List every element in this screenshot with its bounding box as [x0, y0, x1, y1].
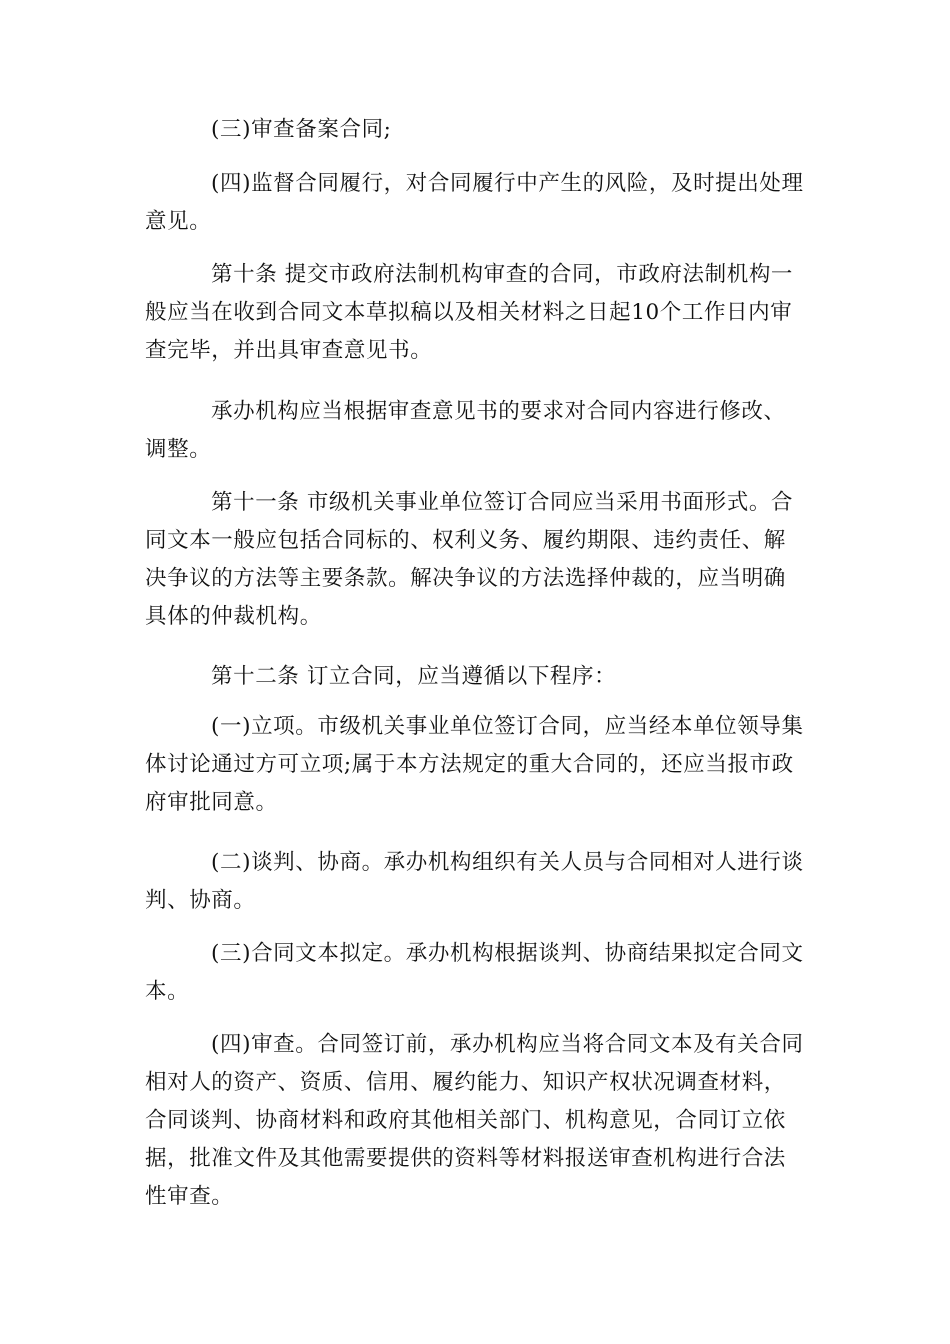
- paragraph-supervise-performance: (四)监督合同履行，对合同履行中产生的风险，及时提出处理意见。: [145, 171, 804, 234]
- paragraph-article-11: 第十一条 市级机关事业单位签订合同应当采用书面形式。合同文本一般应包括合同标的、权利义务、履约期限、违约责任、解决争议的方法等主要条款。解决争议的方法选择仲裁的，应当明确具体的仲裁机构。: [145, 490, 794, 629]
- paragraph-step-negotiation: (二)谈判、协商。承办机构组织有关人员与合同相对人进行谈判、协商。: [145, 850, 804, 913]
- paragraph-revise-contract: 承办机构应当根据审查意见书的要求对合同内容进行修改、调整。: [145, 399, 786, 462]
- paragraph-step-project: (一)立项。市级机关事业单位签订合同，应当经本单位领导集体讨论通过方可立项;属于本方法规定的重大合同的，还应当报市政府审批同意。: [145, 714, 804, 815]
- paragraph-step-review: (四)审查。合同签订前，承办机构应当将合同文本及有关合同相对人的资产、资质、信用、履约能力、知识产权状况调查材料，合同谈判、协商材料和政府其他相关部门、机构意见，合同订立依据，批准文件及其他需要提供的资料等材料报送审查机构进行合法性审查。: [145, 1032, 804, 1209]
- paragraph-article-12: 第十二条 订立合同，应当遵循以下程序：: [211, 664, 617, 689]
- paragraph-article-10: 第十条 提交市政府法制机构审查的合同，市政府法制机构一般应当在收到合同文本草拟稿以及相关材料之日起10个工作日内审查完毕，并出具审查意见书。: [145, 262, 794, 363]
- paragraph-step-drafting: (三)合同文本拟定。承办机构根据谈判、协商结果拟定合同文本。: [145, 941, 804, 1004]
- paragraph-review-filing: (三)审查备案合同;: [211, 117, 392, 142]
